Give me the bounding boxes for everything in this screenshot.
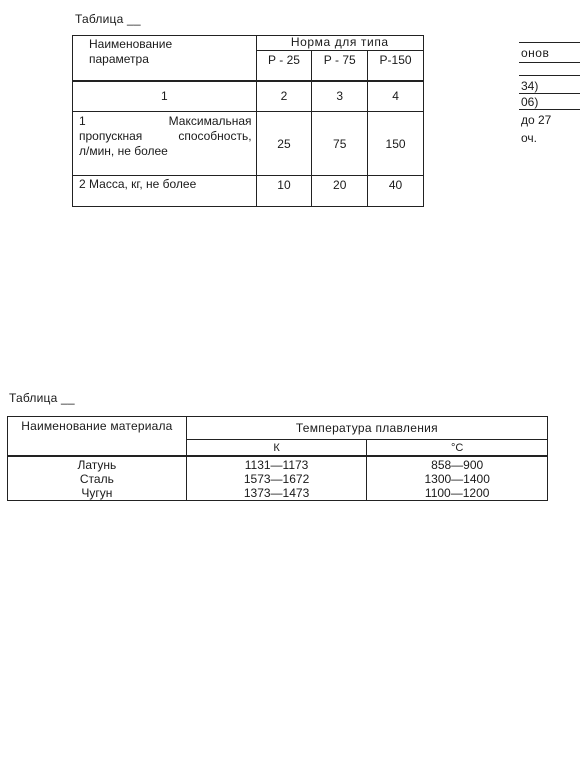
col-number-3: 3 xyxy=(312,81,368,112)
fragment-rule xyxy=(519,93,580,94)
fragment-text: до 27 xyxy=(521,113,552,127)
value-cell: 40 xyxy=(368,176,424,207)
fragment-text: 06) xyxy=(521,95,539,109)
value-cell: 75 xyxy=(312,112,368,176)
fragment-rule xyxy=(519,109,580,110)
value-cell: 20 xyxy=(312,176,368,207)
parameters-table xyxy=(72,35,424,207)
material-cell: Сталь xyxy=(8,472,187,486)
fragment-text: оч. xyxy=(521,131,537,145)
table1-caption: Таблица __ xyxy=(75,12,141,26)
fragment-rule xyxy=(519,75,580,76)
param-header-line2: параметра xyxy=(89,52,149,66)
value-cell: 25 xyxy=(256,112,312,176)
fragment-rule xyxy=(519,62,580,63)
param-header-line1: Наименование xyxy=(89,37,173,51)
table-row xyxy=(8,486,548,501)
table-row xyxy=(8,472,548,486)
table2-caption: Таблица __ xyxy=(9,391,75,405)
type-header-r25: Р - 25 xyxy=(256,51,312,81)
clipped-table-fragment xyxy=(519,42,580,150)
table-row xyxy=(73,112,424,176)
param-header xyxy=(73,36,257,81)
fragment-text: онов xyxy=(521,46,550,60)
col-number-2: 2 xyxy=(256,81,312,112)
kelvin-cell: 1373—1473 xyxy=(186,486,367,501)
value-cell: 10 xyxy=(256,176,312,207)
param-line: л/мин, не более xyxy=(79,144,168,158)
melting-point-table xyxy=(7,416,548,501)
temperature-header: Температура плавления xyxy=(186,417,547,440)
celsius-cell: 1100—1200 xyxy=(367,486,548,501)
value-cell: 150 xyxy=(368,112,424,176)
norm-header: Норма для типа xyxy=(256,36,423,51)
param-cell: 2 Масса, кг, не более xyxy=(73,176,257,207)
param-line: 1 Максимальная xyxy=(79,114,252,128)
material-cell: Чугун xyxy=(8,486,187,501)
kelvin-cell: 1131—1173 xyxy=(186,456,367,472)
type-header-r75: Р - 75 xyxy=(312,51,368,81)
unit-kelvin-header: К xyxy=(186,440,367,456)
celsius-cell: 858—900 xyxy=(367,456,548,472)
column-number-row xyxy=(73,81,424,112)
col-number-4: 4 xyxy=(368,81,424,112)
material-header: Наименование материала xyxy=(8,417,187,457)
material-cell: Латунь xyxy=(8,456,187,472)
fragment-text: 34) xyxy=(521,79,539,93)
celsius-cell: 1300—1400 xyxy=(367,472,548,486)
unit-celsius-header: °С xyxy=(367,440,548,456)
table-row xyxy=(8,456,548,472)
kelvin-cell: 1573—1672 xyxy=(186,472,367,486)
param-line: пропускная способность, xyxy=(79,129,252,143)
table-row xyxy=(73,176,424,207)
type-header-r150: Р-150 xyxy=(368,51,424,81)
col-number-1: 1 xyxy=(73,81,257,112)
param-cell xyxy=(73,112,257,176)
fragment-rule xyxy=(519,42,580,43)
